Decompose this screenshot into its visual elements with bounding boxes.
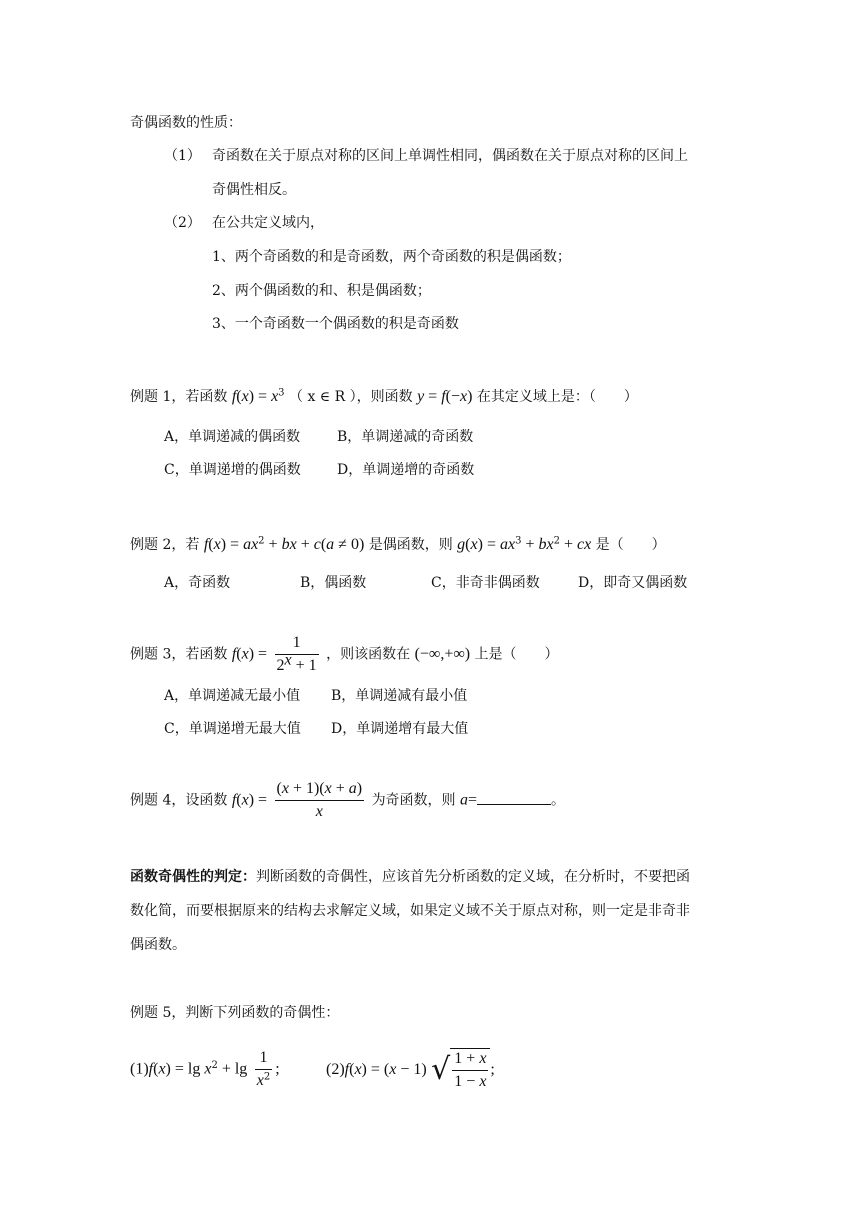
example-2-option-d: D，即奇又偶函数: [578, 575, 688, 591]
property-2-number: （2）: [164, 215, 201, 231]
example-4-fraction: $\frac{(x + 1)(x + a)}{x}$: [276, 780, 363, 820]
example-3-option-a: A，单调递减无最小值: [164, 688, 301, 704]
judge-line-2: 数化简，而要根据原来的结构去求解定义域，如果定义域不关于原点对称，则一定是非奇非: [130, 903, 690, 919]
example-1-function-formula: f: [231, 388, 237, 405]
property-1-continuation: 奇偶性相反。: [212, 182, 296, 198]
example-5-formula-2: (2)f(x) = (x − 1) √ $\frac{1 + x}{1 - x}$ ;: [326, 1050, 495, 1090]
example-1-prefix: 例题 1，若函数: [130, 389, 228, 405]
property-1-number: （1）: [164, 148, 201, 164]
example-3-interval: (−∞,+∞): [414, 645, 471, 663]
judge-paragraph-line-1: [130, 867, 690, 887]
example-3-option-d: D，单调递增有最大值: [331, 721, 469, 737]
example-2-mid: 是偶函数，则: [368, 537, 453, 553]
example-4-suffix: 。: [551, 792, 566, 809]
example-5-formula-1: $(1)f(x) = \lg x^2 + \lg$ $\frac{1}{x^2}$ ;: [130, 1049, 280, 1089]
example-3-prefix: 例题 3，若函数: [130, 646, 228, 663]
example-5-question: 例题 5，判断下列函数的奇偶性：: [130, 1005, 340, 1021]
example-1-option-b: B，单调递减的奇函数: [337, 429, 474, 445]
square-root: √ $\frac{1 + x}{1 - x}$: [431, 1048, 490, 1092]
example-4-prefix: 例题 4，设函数: [130, 792, 228, 809]
property-1-text: 奇函数在关于原点对称的区间上单调性相同，偶函数在关于原点对称的区间上: [212, 148, 688, 164]
example-2-question: [130, 535, 666, 555]
judge-line-3: 偶函数。: [130, 937, 186, 953]
example-4-question: 例题 4，设函数 f(x) = $\frac{(x + 1)(x + a)}{x}$ 为奇函数，则 a= 。: [130, 780, 566, 820]
example-1-option-c: C，单调递增的偶函数: [164, 462, 301, 478]
example-4-mid: 为奇函数，则: [371, 792, 456, 809]
example-3-suffix: 上是（ ）: [474, 646, 559, 663]
example-3-fraction: $\frac{1}{2^x + 1}$: [276, 634, 317, 674]
property-2-text: 在公共定义域内，: [212, 215, 324, 231]
example-3-option-b: B，单调递减有最小值: [331, 688, 468, 704]
subproperty-1: 1、两个奇函数的和是奇函数，两个奇函数的积是偶函数；: [212, 249, 571, 265]
example-3-mid: ，则该函数在: [326, 646, 411, 663]
answer-blank[interactable]: [477, 790, 551, 805]
example-1-condition: （ x ∈ R ），则函数: [289, 389, 413, 405]
example-3-question: 例题 3，若函数 f(x) = $\frac{1}{2^x + 1}$ ，则该函数在 (−∞,+∞) 上是（ ）: [130, 634, 559, 674]
example-1-option-d: D，单调递增的奇函数: [337, 462, 475, 478]
example-2-option-a: A，奇函数: [164, 575, 231, 591]
judge-line-1: 判断函数的奇偶性，应该首先分析函数的定义域，在分析时，不要把函: [256, 869, 690, 885]
example-3-function-formula: f: [231, 645, 237, 663]
example-2-option-c: C，非奇非偶函数: [431, 575, 540, 591]
example-3-option-c: C，单调递增无最大值: [164, 721, 301, 737]
example-4-variable: a: [460, 791, 469, 809]
example-1-question: 例题 1，若函数 $f(x) = x^3$ （ x ∈ R ），则函数 y = f(−x) 在其定义域上是：（ ）: [130, 387, 638, 405]
subproperty-3: 3、一个奇函数一个偶函数的积是奇函数: [212, 316, 459, 332]
example-1-option-a: A，单调递减的偶函数: [164, 429, 301, 445]
example-2-prefix: 例题 2，若: [130, 537, 200, 553]
example-1-suffix: 在其定义域上是：（ ）: [476, 389, 638, 405]
example-4-function-formula: f: [231, 791, 237, 809]
example-1-transformed-formula: y: [417, 388, 425, 405]
subproperty-2: 2、两个偶函数的和、积是偶函数；: [212, 283, 431, 299]
section-heading: 奇偶函数的性质：: [130, 115, 242, 131]
example-2-suffix: 是（ ）: [595, 537, 666, 553]
example-2-f-formula: $f(x) = ax^2$ + bx + c(a ≠ 0): [203, 535, 365, 553]
example-2-g-formula: $g(x) = ax^3 + bx^2$ + cx: [457, 535, 592, 553]
example-2-option-b: B，偶函数: [300, 575, 367, 591]
judge-title: 函数奇偶性的判定：: [130, 869, 256, 885]
